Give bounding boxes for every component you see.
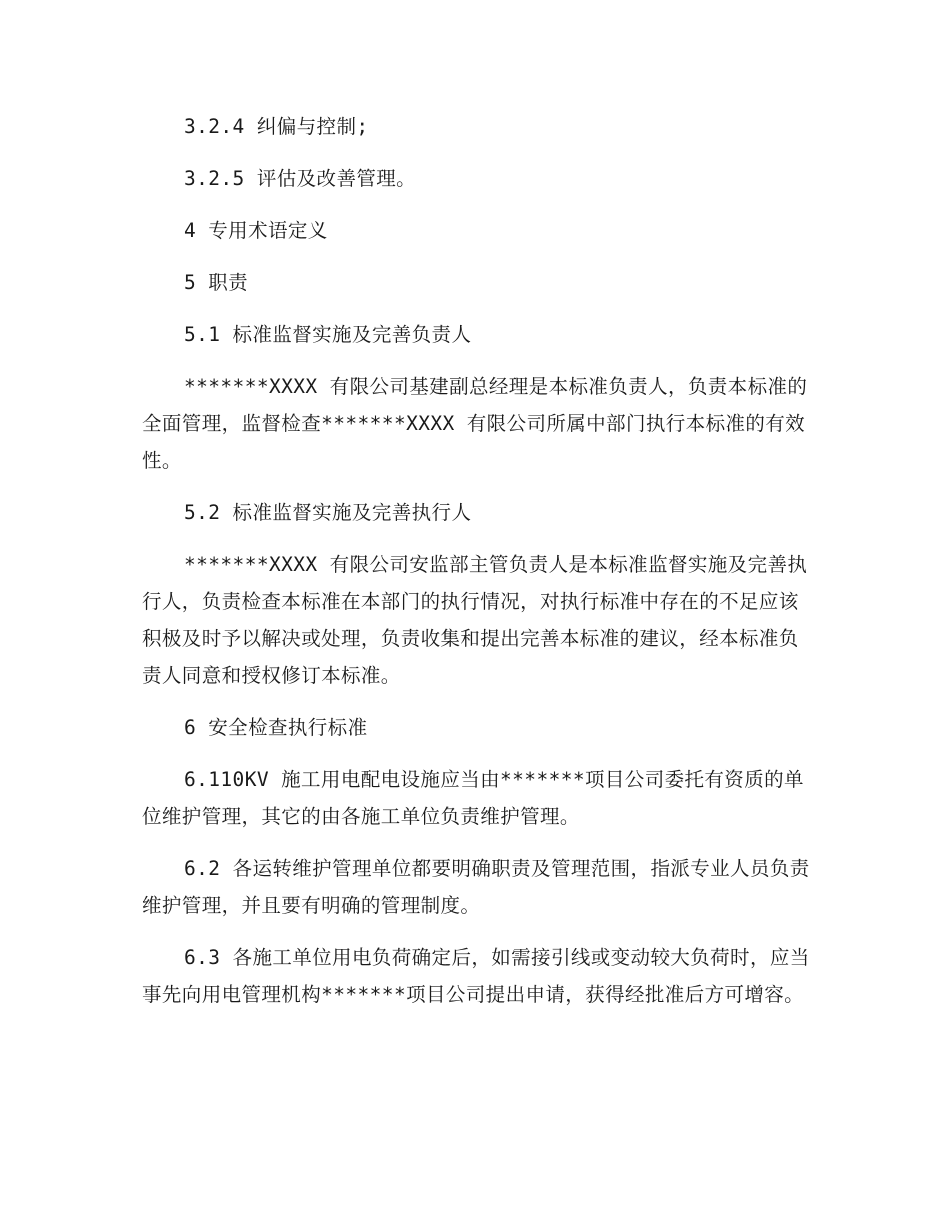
- paragraph-6-2: 6.2 各运转维护管理单位都要明确职责及管理范围，指派专业人员负责维护管理，并且要有明确的管理制度。: [142, 857, 810, 917]
- heading-3-2-5: 3.2.5 评估及改善管理。: [184, 167, 417, 190]
- paragraph-5-2: *******XXXX 有限公司安监部主管负责人是本标准监督实施及完善执行人，负责检查本标准在本部门的执行情况，对执行标准中存在的不足应该积极及时予以解决或处理，负责收集和提出完善本标准的建议，经本标准负责人同意和授权修订本标准。: [142, 553, 808, 687]
- heading-5: 5 职责: [184, 271, 249, 294]
- heading-6: 6 安全检查执行标准: [184, 716, 368, 739]
- heading-4: 4 专用术语定义: [184, 219, 328, 242]
- paragraph-6-3: 6.3 各施工单位用电负荷确定后，如需接引线或变动较大负荷时，应当事先向用电管理机构*******项目公司提出申请，获得经批准后方可增容。: [142, 946, 810, 1006]
- paragraph-6-1: 6.110KV 施工用电配电设施应当由*******项目公司委托有资质的单位维护管理，其它的由各施工单位负责维护管理。: [142, 768, 804, 828]
- document-body: [142, 108, 810, 1013]
- heading-3-2-4: 3.2.4 纠偏与控制;: [184, 115, 369, 138]
- paragraph-5-1: *******XXXX 有限公司基建副总经理是本标准负责人，负责本标准的全面管理，监督检查*******XXXX 有限公司所属中部门执行本标准的有效性。: [142, 375, 808, 472]
- heading-5-2: 5.2 标准监督实施及完善执行人: [184, 501, 472, 524]
- heading-5-1: 5.1 标准监督实施及完善负责人: [184, 323, 472, 346]
